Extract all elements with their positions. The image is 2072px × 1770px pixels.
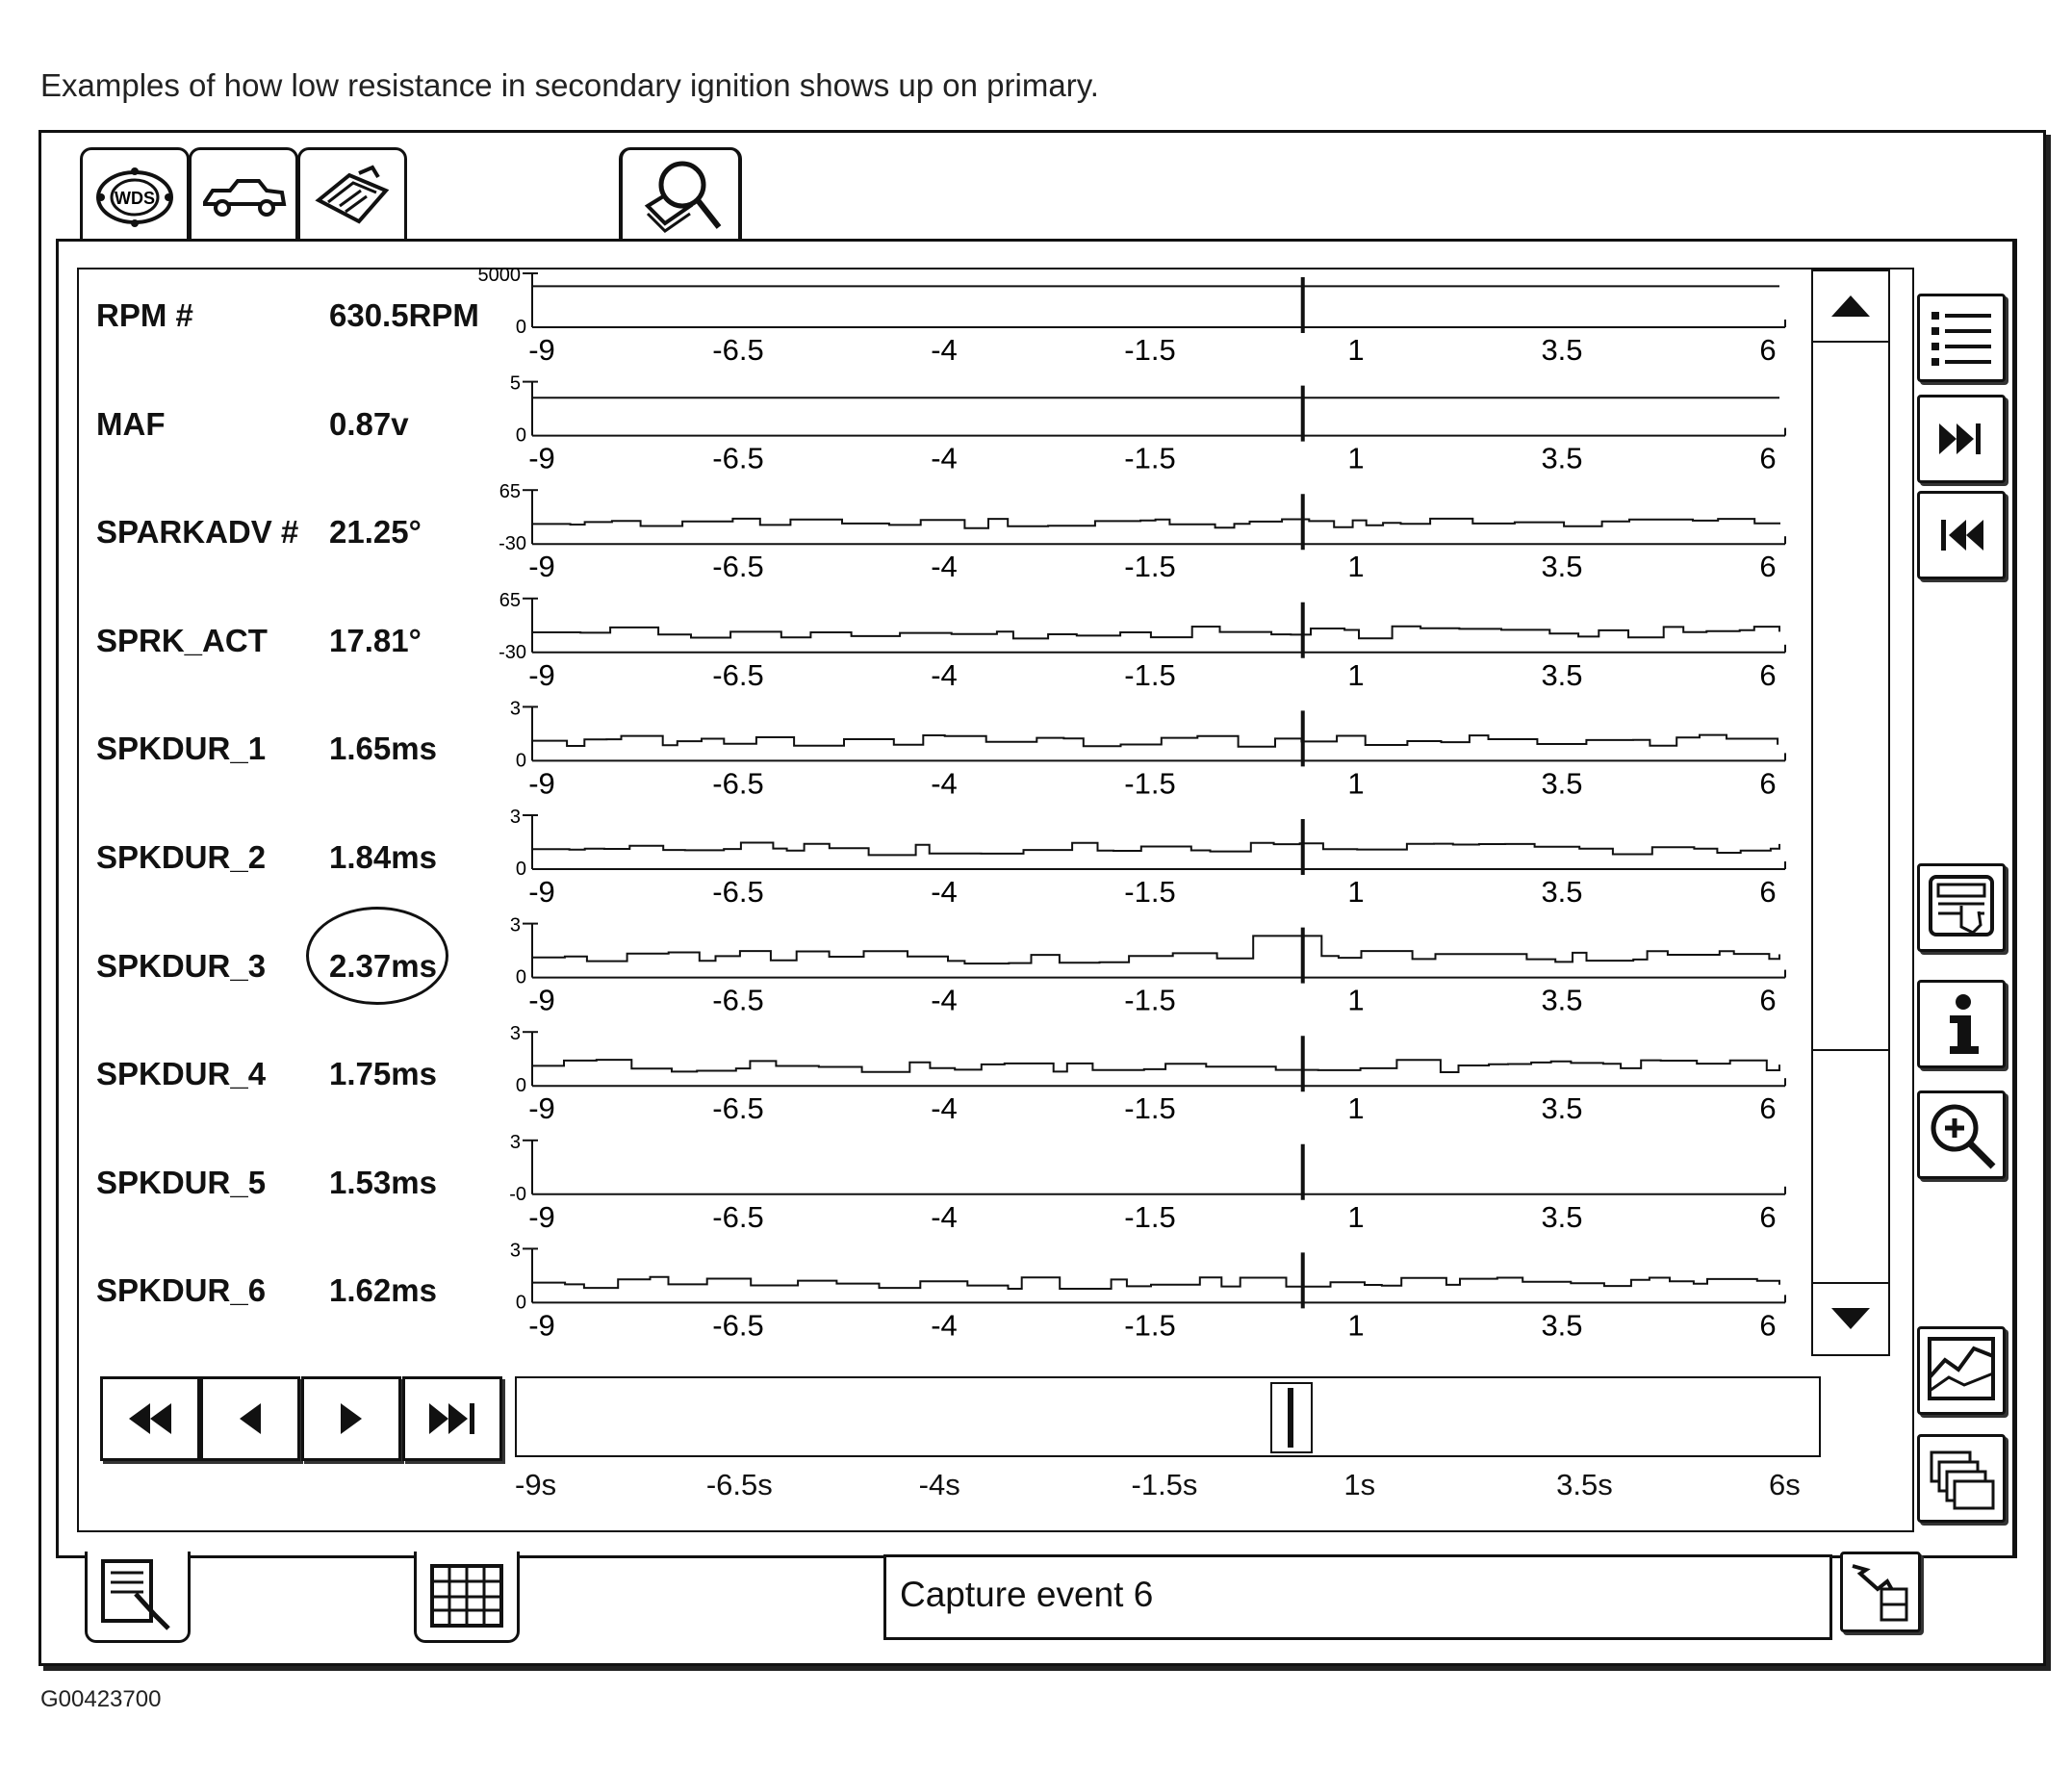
- x-tick-label: 3.5: [1541, 1199, 1583, 1234]
- x-tick-label: 1: [1347, 333, 1365, 367]
- signal-name: MAF: [96, 405, 166, 442]
- x-tick-label: -6.5: [712, 550, 764, 584]
- signal-trace: [532, 627, 1779, 639]
- hand-select-icon: [1927, 873, 1996, 942]
- signal-plots: [462, 262, 1809, 1369]
- signal-value: 1.75ms: [329, 1056, 437, 1092]
- signal-value: 1.65ms: [329, 731, 437, 767]
- x-tick-label: -1.5: [1124, 333, 1176, 367]
- y-min-label: -0: [509, 1183, 526, 1205]
- x-tick-label: 3.5: [1541, 657, 1583, 692]
- x-tick-label: -6.5: [712, 333, 764, 367]
- export-arrow-icon: [1849, 1560, 1912, 1624]
- x-tick-label: -9: [528, 1091, 555, 1126]
- step-forward-button[interactable]: [301, 1376, 401, 1461]
- time-tick-label: -4s: [918, 1468, 960, 1501]
- x-tick-label: 1: [1347, 766, 1365, 801]
- signal-name: SPKDUR_4: [96, 1056, 267, 1092]
- zoom-in-button[interactable]: [1917, 1090, 2006, 1179]
- y-max-label: 5000: [477, 265, 521, 286]
- status-text: Capture event 6: [900, 1575, 1154, 1614]
- fast-forward-end-button[interactable]: [402, 1376, 502, 1461]
- step-back-icon: [236, 1401, 265, 1436]
- time-tick-label: 3.5s: [1556, 1468, 1613, 1501]
- signal-name: SPRK_ACT: [96, 622, 268, 658]
- signal-trace: [532, 519, 1779, 528]
- tab-wds[interactable]: [80, 147, 190, 244]
- scroll-thumb-edge[interactable]: [1813, 1049, 1888, 1051]
- signal-name: SPKDUR_2: [96, 839, 267, 875]
- x-tick-label: 1: [1347, 1308, 1365, 1343]
- time-tick-label: -6.5s: [705, 1468, 773, 1501]
- tab-toolbox[interactable]: [297, 147, 407, 244]
- x-tick-label: 6: [1759, 983, 1777, 1017]
- y-max-label: 5: [509, 372, 521, 395]
- x-tick-label: -1.5: [1124, 766, 1176, 801]
- tab-vehicle[interactable]: [189, 147, 298, 244]
- signal-trace: [532, 1277, 1779, 1289]
- y-max-label: 65: [499, 589, 521, 611]
- skip-back-button[interactable]: [1917, 491, 2006, 579]
- x-tick-label: 1: [1347, 1199, 1365, 1234]
- signal-value: 0.87v: [329, 405, 409, 442]
- list-icon: [1928, 304, 1995, 372]
- x-tick-label: 1: [1347, 1091, 1365, 1126]
- tab-toolbox-magnifier[interactable]: [619, 147, 742, 244]
- x-tick-label: -6.5: [712, 875, 764, 909]
- signal-name: RPM #: [96, 297, 193, 333]
- y-min-label: 0: [515, 317, 526, 338]
- signal-value: 1.53ms: [329, 1164, 437, 1200]
- x-tick-label: 6: [1759, 550, 1777, 584]
- y-min-label: 0: [515, 1292, 526, 1314]
- magnifier-tool-icon: [634, 156, 727, 239]
- x-tick-label: -9: [528, 766, 555, 801]
- car-icon: [199, 173, 288, 221]
- folders-button[interactable]: [1917, 1434, 2006, 1523]
- hand-document-icon: [97, 1557, 178, 1634]
- time-tick-label: 6s: [1769, 1468, 1801, 1501]
- x-tick-label: -4: [931, 875, 958, 909]
- x-tick-label: -1.5: [1124, 441, 1176, 475]
- skip-forward-icon: [1937, 420, 1985, 458]
- y-max-label: 3: [509, 1131, 521, 1153]
- triangle-down-icon: [1829, 1306, 1872, 1331]
- x-tick-label: -6.5: [712, 766, 764, 801]
- y-min-label: 0: [515, 750, 526, 772]
- x-tick-label: 6: [1759, 1199, 1777, 1234]
- y-max-label: 3: [509, 807, 521, 828]
- x-tick-label: -1.5: [1124, 875, 1176, 909]
- x-tick-label: 6: [1759, 766, 1777, 801]
- x-tick-label: 6: [1759, 657, 1777, 692]
- svg-text:WDS: WDS: [115, 189, 155, 208]
- x-tick-label: 6: [1759, 333, 1777, 367]
- toolbox-icon: [311, 164, 394, 231]
- x-tick-label: -1.5: [1124, 657, 1176, 692]
- x-tick-label: -6.5: [712, 1091, 764, 1126]
- x-tick-label: 6: [1759, 875, 1777, 909]
- x-tick-label: -1.5: [1124, 983, 1176, 1017]
- signal-value: 21.25°: [329, 514, 422, 551]
- keypad-icon: [426, 1560, 507, 1631]
- x-tick-label: -4: [931, 1091, 958, 1126]
- signal-name: SPARKADV #: [96, 514, 299, 551]
- time-tick-label: -9s: [515, 1468, 557, 1501]
- signal-value: 17.81°: [329, 622, 422, 658]
- x-tick-label: -4: [931, 1308, 958, 1343]
- y-max-label: 3: [509, 1240, 521, 1262]
- skip-forward-button[interactable]: [1917, 395, 2006, 483]
- x-tick-label: -4: [931, 983, 958, 1017]
- scroll-down-button[interactable]: [1813, 1282, 1888, 1353]
- x-tick-label: 3.5: [1541, 766, 1583, 801]
- x-tick-label: 3.5: [1541, 441, 1583, 475]
- tab-data-entry[interactable]: [85, 1552, 191, 1643]
- x-tick-label: -4: [931, 441, 958, 475]
- x-tick-label: -6.5: [712, 657, 764, 692]
- x-tick-label: -6.5: [712, 1308, 764, 1343]
- rewind-button[interactable]: [100, 1376, 200, 1461]
- vertical-scrollbar[interactable]: [1811, 269, 1890, 1356]
- x-tick-label: -9: [528, 1199, 555, 1234]
- export-button[interactable]: [1840, 1552, 1921, 1632]
- x-tick-label: 6: [1759, 441, 1777, 475]
- tab-keypad[interactable]: [414, 1552, 520, 1643]
- time-scrubber[interactable]: [515, 1376, 1821, 1457]
- signal-trace: [532, 843, 1779, 856]
- step-forward-icon: [337, 1401, 366, 1436]
- time-tick-label: -1.5s: [1131, 1468, 1198, 1501]
- x-tick-label: 6: [1759, 1308, 1777, 1343]
- x-tick-label: 3.5: [1541, 1308, 1583, 1343]
- wds-globe-icon: [93, 164, 176, 231]
- rewind-icon: [127, 1401, 173, 1436]
- hand-select-button[interactable]: [1917, 863, 2006, 952]
- x-tick-label: -9: [528, 1308, 555, 1343]
- x-tick-label: -4: [931, 766, 958, 801]
- y-min-label: 0: [515, 859, 526, 880]
- y-min-label: -30: [499, 641, 526, 663]
- x-tick-label: -9: [528, 657, 555, 692]
- x-tick-label: -4: [931, 333, 958, 367]
- time-scrubber-handle[interactable]: [1270, 1382, 1313, 1453]
- graph-button[interactable]: [1917, 1326, 2006, 1415]
- fast-forward-end-icon: [427, 1401, 477, 1436]
- x-tick-label: 3.5: [1541, 333, 1583, 367]
- figure-id: G00423700: [40, 1686, 162, 1712]
- x-tick-label: -4: [931, 657, 958, 692]
- x-tick-label: -6.5: [712, 1199, 764, 1234]
- x-tick-label: 1: [1347, 550, 1365, 584]
- y-min-label: 0: [515, 1075, 526, 1097]
- graph-icon: [1926, 1335, 1997, 1406]
- scroll-up-button[interactable]: [1813, 271, 1888, 343]
- list-button[interactable]: [1917, 294, 2006, 382]
- x-tick-label: 1: [1347, 441, 1365, 475]
- folders-icon: [1926, 1443, 1997, 1514]
- info-icon: [1932, 990, 1990, 1058]
- y-min-label: -30: [499, 533, 526, 555]
- x-tick-label: -6.5: [712, 983, 764, 1017]
- signal-name: SPKDUR_5: [96, 1164, 267, 1200]
- y-min-label: 0: [515, 424, 526, 447]
- x-tick-label: -1.5: [1124, 1091, 1176, 1126]
- page-caption: Examples of how low resistance in secondary ignition shows up on primary.: [40, 67, 1099, 103]
- y-max-label: 3: [509, 1023, 521, 1045]
- y-max-label: 65: [499, 481, 521, 503]
- x-tick-label: 1: [1347, 657, 1365, 692]
- signal-value: 1.84ms: [329, 839, 437, 875]
- x-tick-label: -1.5: [1124, 550, 1176, 584]
- x-tick-label: 3.5: [1541, 1091, 1583, 1126]
- y-max-label: 3: [509, 698, 521, 720]
- y-min-label: 0: [515, 966, 526, 988]
- zoom-in-icon: [1926, 1099, 1997, 1170]
- signal-trace: [532, 936, 1779, 963]
- x-tick-label: -9: [528, 333, 555, 367]
- highlight-circle: [306, 907, 448, 1005]
- step-back-button[interactable]: [200, 1376, 300, 1461]
- x-tick-label: -1.5: [1124, 1199, 1176, 1234]
- x-tick-label: -9: [528, 875, 555, 909]
- info-button[interactable]: [1917, 980, 2006, 1068]
- signal-value: 1.62ms: [329, 1272, 437, 1309]
- signal-trace: [532, 1060, 1779, 1072]
- x-tick-label: 3.5: [1541, 983, 1583, 1017]
- signal-value: 2.37ms: [329, 947, 437, 984]
- status-bar: [883, 1554, 1832, 1640]
- signal-trace: [532, 735, 1778, 747]
- x-tick-label: -6.5: [712, 441, 764, 475]
- x-tick-label: 3.5: [1541, 875, 1583, 909]
- signal-name: SPKDUR_6: [96, 1272, 267, 1309]
- x-tick-label: -9: [528, 550, 555, 584]
- x-tick-label: 1: [1347, 875, 1365, 909]
- signal-value: 630.5RPM: [329, 297, 479, 333]
- x-tick-label: 1: [1347, 983, 1365, 1017]
- x-tick-label: 6: [1759, 1091, 1777, 1126]
- x-tick-label: -1.5: [1124, 1308, 1176, 1343]
- x-tick-label: -4: [931, 550, 958, 584]
- x-tick-label: -9: [528, 441, 555, 475]
- x-tick-label: 3.5: [1541, 550, 1583, 584]
- triangle-up-icon: [1829, 294, 1872, 319]
- signal-name: SPKDUR_3: [96, 947, 267, 984]
- x-tick-label: -9: [528, 983, 555, 1017]
- y-max-label: 3: [509, 914, 521, 936]
- signal-name: SPKDUR_1: [96, 731, 267, 767]
- time-tick-label: 1s: [1343, 1468, 1376, 1501]
- x-tick-label: -4: [931, 1199, 958, 1234]
- skip-back-icon: [1937, 516, 1985, 554]
